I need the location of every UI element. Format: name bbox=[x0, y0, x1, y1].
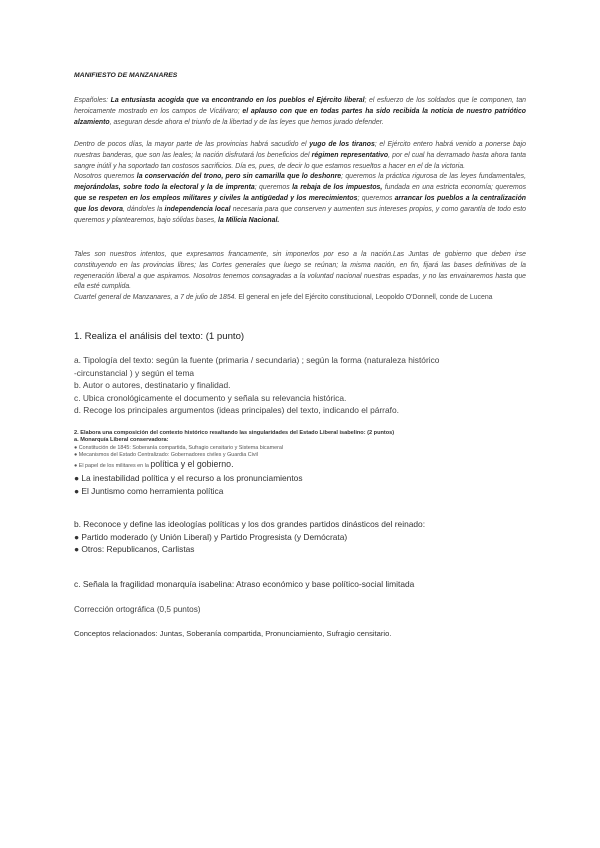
emphasized-text: la rebaja de los impuestos, bbox=[292, 184, 383, 192]
question-c-text: c. Señala la fragilidad monarquía isabelina: Atraso económico y base político-social limitada bbox=[74, 579, 415, 589]
emphasized-text: régimen representativo bbox=[311, 151, 389, 159]
question-b-heading: b. Reconoce y define las ideologías políticas y los dos grandes partidos dinásticos del reinado: bbox=[74, 519, 426, 529]
related-concepts: Conceptos relacionados: Juntas, Soberanía compartida, Pronunciamiento, Sufragio censitario. bbox=[74, 629, 392, 638]
question-b-item: ● Otros: Republicanos, Carlistas bbox=[74, 544, 195, 555]
text-run: Tales son nuestros intentos, que expresamos francamente, sin imponerlos por eso a la nación.Las Juntas de gobierno que deben irse constituyendo en las provincias libres; las Cortes generales que luego se reúnan; la misma nación, en fin, fijará las bases definitivas de la regeneración liberal a que aspiramos. Nosotros tenemos consagradas a la voluntad nacional nuestras espadas, y no las envainaremos hasta que ella esté cumplida. bbox=[74, 251, 526, 291]
text-run: ; queremos bbox=[254, 184, 293, 192]
text-run: Nosotros queremos bbox=[74, 173, 137, 181]
question-2-bullet: ● Mecanismos del Estado Centralizado: Gobernadores civiles y Guardia Civil bbox=[74, 452, 258, 458]
emphasized-text: la Milicia Nacional. bbox=[218, 216, 280, 224]
question-2-subheading: a. Monarquía Liberal conservadora: bbox=[74, 437, 169, 444]
emphasized-text: el aplauso con que en todas partes ha sido recibida la noticia de nuestro patriótico alzamiento bbox=[74, 107, 526, 126]
text-run: ; el Ejército entero habrá venido a ponerse bajo nuestras banderas, que son las leales; la nación disfrutará los beneficios del bbox=[74, 141, 526, 159]
question-2-block bbox=[74, 430, 526, 498]
emphasized-text: que se respeten en los empleos militares y civiles la antigüedad y los merecimientos bbox=[74, 194, 358, 202]
question-2-bullet: ● La inestabilidad política y el recurso a los pronunciamientos bbox=[74, 473, 303, 484]
emphasized-text: independencia local bbox=[164, 205, 231, 213]
question-b-item: ● Partido moderado (y Unión Liberal) y Partido Progresista (y Demócrata) bbox=[74, 531, 348, 542]
emphasized-text: la conservación del trono, pero sin camarilla que lo deshonre bbox=[136, 173, 342, 181]
question-2-bullet-mixed-small: ● El papel de los militares en la bbox=[74, 463, 151, 470]
question-1-list bbox=[74, 354, 526, 417]
manifesto-paragraph-2 bbox=[74, 140, 526, 226]
question-1-item: -circunstancial ) y según el tema bbox=[74, 367, 195, 378]
text-run: Cuartel general de Manzanares, a 7 de julio de 1854. bbox=[74, 294, 237, 302]
spelling-correction-note: Corrección ortográfica (0,5 puntos) bbox=[74, 605, 201, 614]
question-1-item: b. Autor o autores, destinatario y finalidad. bbox=[74, 380, 231, 391]
emphasized-text: arrancar los pueblos a la centralización que los devora bbox=[74, 194, 526, 213]
text-run: El general en jefe del Ejército constitucional, Leopoldo O'Donnell, conde de Lucena bbox=[236, 294, 493, 302]
text-run: ; queremos bbox=[357, 194, 395, 202]
question-2-bullet-mixed-large: política y el gobierno. bbox=[150, 459, 234, 470]
question-2-heading: 2. Elabora una composición del contexto histórico resaltando las singularidades del Estado Liberal isabelino: (2 puntos) bbox=[74, 430, 395, 436]
text-run: fundada en una estricta economía; queremos bbox=[382, 184, 527, 192]
manifesto-paragraph-3 bbox=[74, 250, 526, 304]
manifesto-paragraph-1 bbox=[74, 96, 526, 128]
question-1-item: c. Ubica cronológicamente el documento y señala su relevancia histórica. bbox=[74, 392, 347, 403]
emphasized-text: La entusiasta acogida que va encontrando en los pueblos el Ejército liberal bbox=[110, 97, 365, 104]
question-b-block bbox=[74, 518, 526, 556]
emphasized-text: yugo de los tiranos bbox=[309, 141, 375, 148]
question-1-item: a. Tipología del texto: según la fuente (primaria / secundaria) ; según la forma (naturaleza histórico bbox=[74, 355, 440, 365]
text-run: , aseguran desde ahora el triunfo de la libertad y de las leyes que hemos jurado defender. bbox=[109, 118, 384, 126]
text-run: , dándoles la bbox=[123, 205, 165, 213]
text-run: Dentro de pocos días, la mayor parte de las provincias habrá sacudido el bbox=[74, 141, 310, 148]
emphasized-text: mejorándolas, sobre todo la electoral y la de imprenta bbox=[74, 184, 255, 192]
document-title: MANIFIESTO DE MANZANARES bbox=[74, 72, 178, 79]
text-run: ; el esfuerzo de los soldados que le componen, tan heroicamente mostrado en los campos de Vicálvaro; bbox=[74, 97, 526, 115]
question-2-bullet: ● El Juntismo como herramienta política bbox=[74, 486, 224, 496]
question-1-item: d. Recoge los principales argumentos (ideas principales) del texto, indicando el párrafo. bbox=[74, 405, 399, 416]
text-run: necesaria para que conserven y aumenten sus intereses propios, y como garantía de todo esto queremos y plantearemos, bajo sólidas bases, bbox=[74, 205, 526, 224]
question-1-heading: 1. Realiza el análisis del texto: (1 punto) bbox=[74, 331, 245, 342]
text-run: , por el cual ha derramado hasta ahora tanta sangre inútil y ha soportado tan costosos sacrificios. Día es, pues, de decir lo que estamos resueltos a hacer en el de la victoria. bbox=[74, 151, 526, 170]
text-run: Españoles: bbox=[74, 97, 111, 104]
question-2-bullet-mixed bbox=[74, 459, 526, 472]
question-2-bullet: ● Constitución de 1845: Soberanía compartida, Sufragio censitario y Sistema bicameral bbox=[74, 444, 284, 451]
text-run: ; queremos la práctica rigurosa de las leyes fundamentales, bbox=[341, 173, 526, 181]
